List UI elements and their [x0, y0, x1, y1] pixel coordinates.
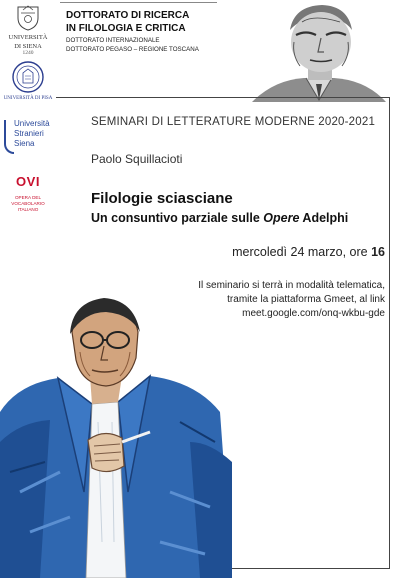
stranieri-bracket-icon [4, 120, 14, 154]
stranieri-line3: Siena [14, 139, 35, 148]
info-line1: Il seminario si terrà in modalità telematica, [198, 280, 385, 291]
content-frame-right [389, 97, 390, 569]
seminar-series: SEMINARI DI LETTERATURE MODERNE 2020-2021 [91, 116, 376, 128]
stranieri-line1: Università [14, 119, 50, 128]
stranieri-siena-logo [2, 119, 58, 159]
pisa-logo-label: UNIVERSITÀ DI PISA [3, 96, 53, 101]
subtitle-italic: Opere [263, 211, 300, 225]
portrait-sketch-top [244, 0, 394, 102]
speaker-name: Paolo Squillacioti [91, 152, 183, 166]
ovi-logo [2, 174, 54, 213]
doctorate-title-line1: DOTTORATO DI RICERCA [66, 10, 190, 21]
doctorate-title [66, 9, 189, 35]
stranieri-line2: Stranieri [14, 129, 44, 138]
doctorate-subtitle [66, 36, 199, 54]
seminar-subtitle [91, 211, 348, 225]
subtitle-pre: Un consuntivo parziale sulle [91, 211, 264, 225]
pisa-seal-icon [11, 60, 45, 94]
siena-logo-line2: DI SIENA [14, 43, 42, 50]
doctorate-sub-line1: DOTTORATO INTERNAZIONALE [66, 37, 160, 44]
ovi-line1: OPERA DEL [14, 195, 42, 200]
ovi-line2: VOCABOLARIO [11, 201, 45, 206]
portrait-painting-bottom [0, 292, 232, 578]
siena-logo-year: 1240 [22, 50, 34, 56]
siena-logo-line1: UNIVERSITÀ [8, 34, 48, 41]
info-line2: tramite la piattaforma Gmeet, al link [227, 294, 385, 305]
ovi-line3: ITALIANO [17, 207, 39, 212]
date-text: mercoledì 24 marzo, ore [232, 245, 372, 259]
header-divider [60, 2, 217, 3]
university-of-pisa-logo [2, 60, 54, 101]
seminar-date [232, 245, 385, 259]
meeting-link[interactable]: meet.google.com/onq-wkbu-gde [242, 308, 385, 319]
doctorate-title-line2: IN FILOLOGIA E CRITICA [66, 23, 186, 34]
ovi-name: OVI [16, 174, 40, 189]
seminar-title: Filologie sciasciane [91, 190, 233, 207]
date-hour: 16 [371, 245, 385, 259]
siena-shield-icon [15, 4, 41, 32]
doctorate-sub-line2: DOTTORATO PEGASO – REGIONE TOSCANA [66, 46, 199, 53]
content-frame-top [56, 97, 390, 98]
subtitle-post: Adelphi [299, 211, 349, 225]
university-of-siena-logo [6, 4, 50, 56]
